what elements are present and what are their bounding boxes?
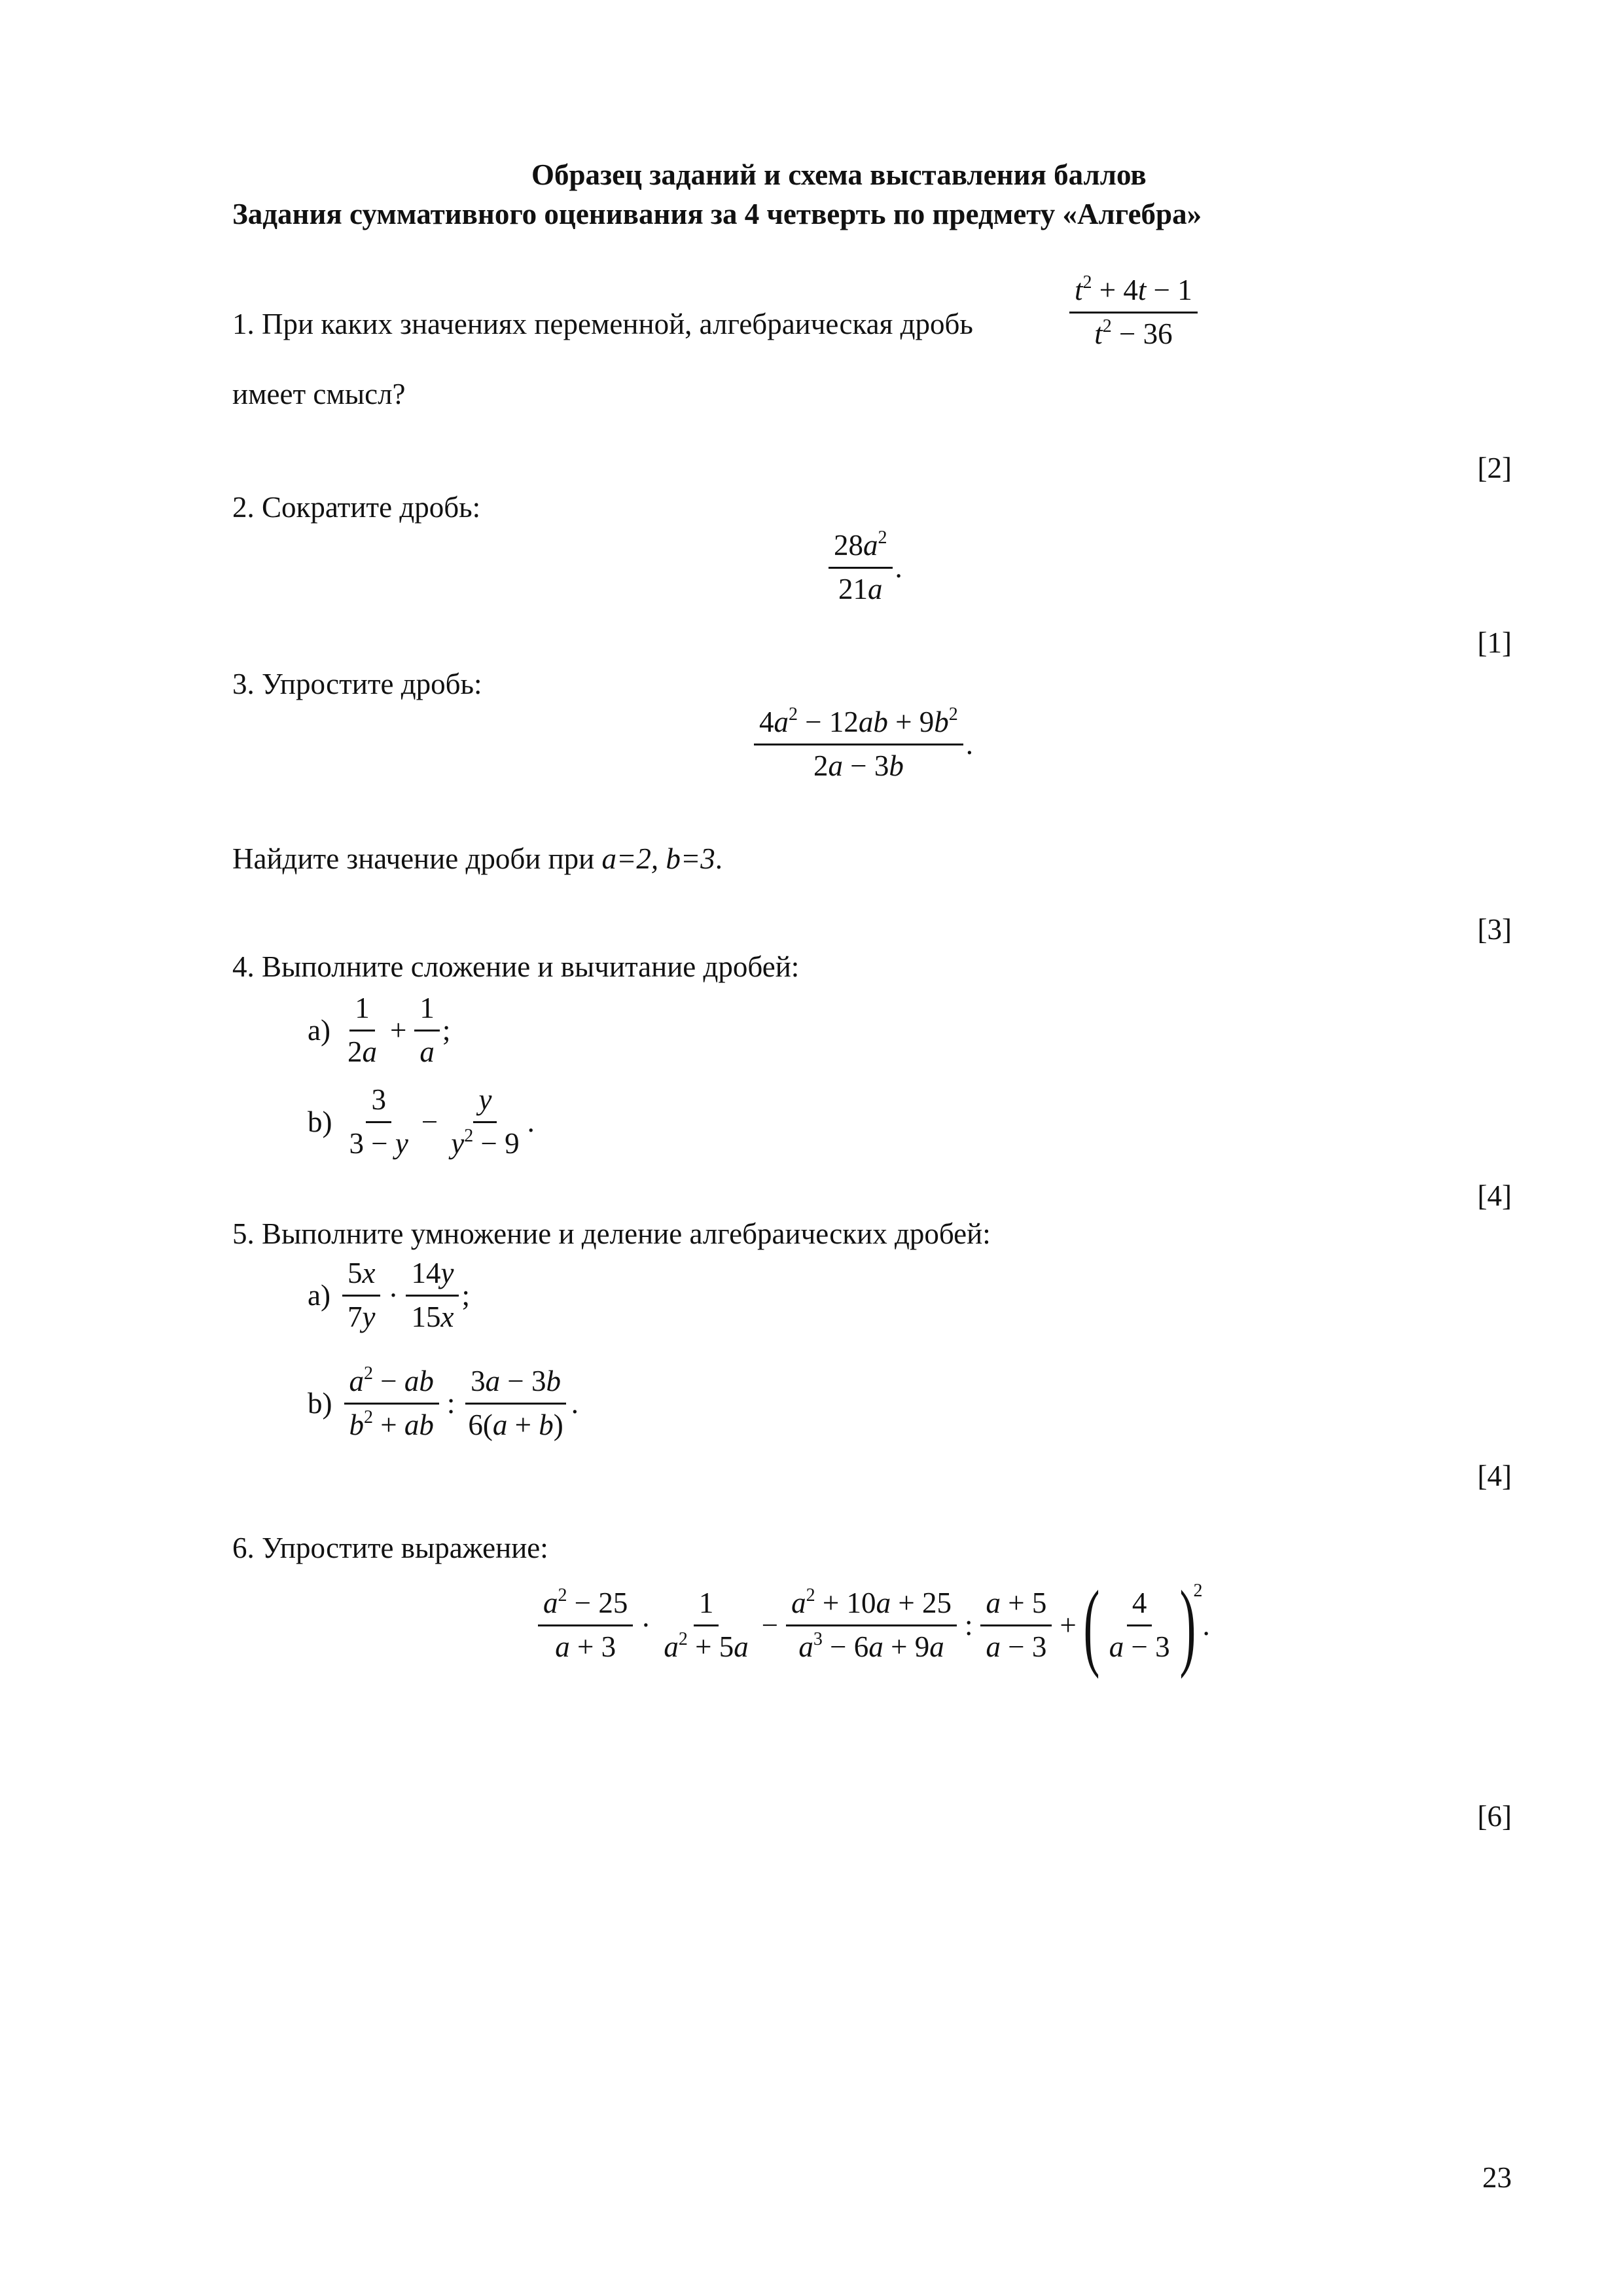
task-1-text: 1. При каких значениях переменной, алгебраическая дробь	[232, 308, 973, 340]
task-5-text: 5. Выполните умножение и деление алгебраических дробей:	[232, 1217, 991, 1250]
fraction: $\frac{t^2 + 4t - 1}{t^2 - 36}$	[1069, 274, 1198, 351]
fraction: $\frac{y}{y^2 - 9}$	[451, 1083, 520, 1160]
task-5b-formula: b) $\frac{a^2 - ab}{b^2 + ab}$ : $\frac{3a - 3b}{6(a + b)}$ .	[308, 1363, 579, 1441]
document-title: Образец заданий и схема выставления баллов	[531, 158, 1147, 191]
fraction: $\frac{5x}{7y}$	[342, 1257, 380, 1335]
item-label-a: a)	[308, 1014, 330, 1047]
fraction: $\frac{1}{a}$	[414, 992, 440, 1069]
fraction: $\frac{a^2 - ab}{b^2 + ab}$	[344, 1365, 439, 1443]
item-label-b: b)	[308, 1105, 332, 1139]
task-2-points: [1]	[1477, 626, 1512, 659]
page-number: 23	[1482, 2161, 1512, 2194]
task-3-points: [3]	[1477, 913, 1512, 946]
fraction: $\frac{a^2 + 10a + 25}{a^3 - 6a + 9a}$	[786, 1587, 957, 1664]
task-4b-formula: b) $\frac{3}{3 - y}$ − $\frac{y}{y^2 - 9}$ .	[308, 1083, 535, 1160]
fraction: $\frac{1}{2a}$	[347, 992, 377, 1068]
fraction: $\frac{14y}{15x}$	[406, 1257, 459, 1335]
task-1-points: [2]	[1477, 452, 1512, 484]
fraction: $\frac{4a^2 - 12ab + 9b^2}{2a - 3b}$	[754, 706, 963, 783]
fraction: $\frac{28a^2}{21a}$	[829, 529, 893, 607]
task-5-points: [4]	[1477, 1460, 1512, 1492]
task-1-text-cont: имеет смысл?	[232, 378, 406, 410]
task-6-text: 6. Упростите выражение:	[232, 1532, 548, 1564]
left-paren: (	[1083, 1571, 1100, 1679]
task-3-period: .	[715, 842, 722, 875]
fraction: $\frac{a^2 - 25}{a + 3}$	[538, 1587, 633, 1664]
right-paren: )	[1179, 1571, 1196, 1679]
task-3-question-text: Найдите значение дроби при	[232, 842, 602, 875]
task-3-formula: $\frac{4a^2 - 12ab + 9b^2}{2a - 3b}$ .	[751, 706, 973, 783]
fraction: $\frac{4}{a - 3}$	[1109, 1586, 1170, 1663]
item-label-b: b)	[308, 1387, 332, 1420]
task-3-values: a=2, b=3	[601, 842, 715, 875]
task-1-formula	[1067, 274, 1200, 351]
fraction: $\frac{3a - 3b}{6(a + b)}$	[463, 1365, 568, 1443]
task-5a-formula: a) $\frac{5x}{7y}$ · $\frac{14y}{15x}$ ;	[308, 1257, 470, 1333]
task-6-formula: $\frac{a^2 - 25}{a + 3}$ · $\frac{1}{a^2 + 5a}$ − $\frac{a^2 + 10a + 25}{a^3 - 6a + 9a}$ : $\frac{a + 5}{a - 3}$ + ( $\frac{4}{a - 3}$ ) 2 .	[535, 1576, 1210, 1674]
task-4-text: 4. Выполните сложение и вычитание дробей:	[232, 950, 800, 983]
task-2-text: 2. Сократите дробь:	[232, 491, 481, 524]
task-3-text: 3. Упростите дробь:	[232, 668, 482, 700]
item-label-a: a)	[308, 1279, 330, 1312]
document-subtitle: Задания суммативного оценивания за 4 четверть по предмету «Алгебра»	[232, 198, 1202, 230]
fraction: $\frac{3}{3 - y}$	[349, 1083, 408, 1160]
fraction: $\frac{a + 5}{a - 3}$	[980, 1587, 1052, 1664]
fraction: $\frac{1}{a^2 + 5a}$	[664, 1586, 749, 1663]
task-2-formula: $\frac{28a^2}{21a}$ .	[826, 529, 902, 607]
task-4a-formula: a) $\frac{1}{2a}$ + $\frac{1}{a}$ ;	[308, 992, 451, 1068]
task-6-points: [6]	[1477, 1800, 1512, 1833]
task-3-question	[232, 841, 722, 876]
task-4-points: [4]	[1477, 1179, 1512, 1212]
